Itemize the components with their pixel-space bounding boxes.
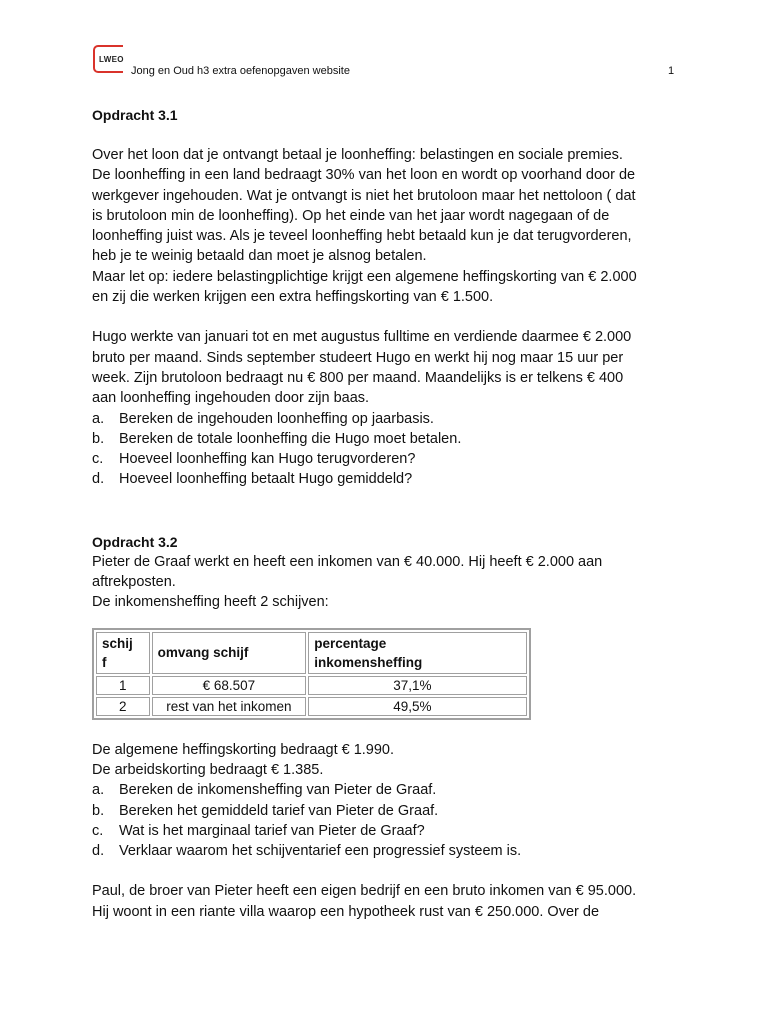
question-label: d.	[92, 471, 105, 488]
header-text: percentage	[314, 635, 387, 651]
case-paragraph-hugo	[92, 327, 692, 408]
text-line: Hugo werkte van januari tot en met augustus fulltime en verdiende daarmee € 2.000	[92, 329, 632, 346]
question-text: Bereken het gemiddeld tarief van Pieter de Graaf.	[119, 802, 439, 819]
questions-3-1	[92, 409, 692, 490]
text-line: De algemene heffingskorting bedraagt € 1.990.	[92, 741, 395, 758]
heading-opdracht-3-1: Opdracht 3.1	[92, 107, 178, 123]
text-line: aftrekposten.	[92, 574, 176, 591]
question-text: Verklaar waarom het schijventarief een progressief systeem is.	[119, 843, 522, 860]
table-cell: 2	[96, 697, 150, 716]
table-header-row	[96, 632, 527, 674]
text-line: is brutoloon min de loonheffing). Op het einde van het jaar wordt nagegaan of de	[92, 207, 610, 224]
text-line: heb je te weinig betaald dan moet je alsnog betalen.	[92, 248, 427, 265]
text-line: Over het loon dat je ontvangt betaal je loonheffing: belastingen en sociale premies.	[92, 147, 623, 163]
text-line: De loonheffing in een land bedraagt 30% van het loon en wordt op voorhand door de	[92, 167, 636, 184]
korting-paragraph	[92, 740, 692, 781]
question-item	[92, 449, 692, 469]
question-item	[92, 409, 692, 429]
question-text: Wat is het marginaal tarief van Pieter de Graaf?	[119, 822, 425, 839]
question-label: a.	[92, 410, 105, 427]
document-body	[92, 105, 692, 922]
text-line: De inkomensheffing heeft 2 schijven:	[92, 594, 329, 611]
question-label: d.	[92, 843, 105, 860]
lweo-logo	[93, 45, 123, 73]
question-item	[92, 801, 692, 821]
text-line: Paul, de broer van Pieter heeft een eigen bedrijf en een bruto inkomen van € 95.000.	[92, 883, 637, 900]
question-item	[92, 821, 692, 841]
table-cell: 37,1%	[308, 676, 527, 695]
question-item	[92, 841, 692, 861]
question-text: Hoeveel loonheffing betaalt Hugo gemiddeld?	[119, 471, 413, 488]
text-line: Pieter de Graaf werkt en heeft een inkomen van € 40.000. Hij heeft € 2.000 aan	[92, 553, 603, 570]
header-text: schij	[102, 635, 133, 651]
text-line: werkgever ingehouden. Wat je ontvangt is niet het brutoloon maar het nettoloon ( dat	[92, 187, 636, 204]
table-cell: rest van het inkomen	[152, 697, 307, 716]
questions-3-2	[92, 780, 692, 861]
page-number: 1	[668, 65, 675, 77]
text-line: loonheffing juist was. Als je teveel loonheffing hebt betaald kun je dat terugvorderen,	[92, 228, 632, 245]
question-item	[92, 469, 692, 489]
table-cell: 49,5%	[308, 697, 527, 716]
header-cell-omvang: omvang schijf	[152, 632, 307, 674]
text-line: Maar let op: iedere belastingplichtige krijgt een algemene heffingskorting van € 2.000	[92, 268, 637, 285]
header-text: f	[102, 654, 107, 670]
question-label: c.	[92, 451, 104, 468]
question-text: Bereken de ingehouden loonheffing op jaarbasis.	[119, 410, 434, 427]
tax-brackets-table	[92, 628, 531, 720]
header-cell-percentage	[308, 632, 527, 674]
text-line: week. Zijn brutoloon bedraagt nu € 800 per maand. Maandelijks is er telkens € 400	[92, 369, 624, 386]
question-text: Bereken de totale loonheffing die Hugo moet betalen.	[119, 430, 462, 447]
text-line: bruto per maand. Sinds september studeert Hugo en werkt hij nog maar 15 uur per	[92, 349, 624, 366]
question-text: Bereken de inkomensheffing van Pieter de Graaf.	[119, 782, 437, 799]
header-cell-schijf	[96, 632, 150, 674]
table-row	[96, 676, 527, 695]
question-item	[92, 429, 692, 449]
question-item	[92, 780, 692, 800]
text-line: Hij woont in een riante villa waarop een hypotheek rust van € 250.000. Over de	[92, 903, 600, 920]
question-label: c.	[92, 822, 104, 839]
text-line: en zij die werken krijgen een extra heffingskorting van € 1.500.	[92, 289, 494, 306]
question-label: a.	[92, 782, 105, 799]
intro-paragraph-3-1	[92, 145, 692, 307]
header-title: Jong en Oud h3 extra oefenopgaven website	[131, 65, 350, 77]
table-cell: € 68.507	[152, 676, 307, 695]
table-row	[96, 697, 527, 716]
text-line: aan loonheffing ingehouden door zijn baas.	[92, 390, 370, 407]
question-text: Hoeveel loonheffing kan Hugo terugvorderen?	[119, 451, 416, 468]
intro-paragraph-3-2	[92, 552, 692, 613]
table-cell: 1	[96, 676, 150, 695]
heading-opdracht-3-2: Opdracht 3.2	[92, 533, 178, 550]
header-text: inkomensheffing	[314, 654, 423, 670]
question-label: b.	[92, 802, 105, 819]
question-label: b.	[92, 430, 105, 447]
text-line: De arbeidskorting bedraagt € 1.385.	[92, 761, 324, 778]
logo-text: LWEO	[99, 55, 124, 64]
paul-paragraph	[92, 881, 692, 922]
